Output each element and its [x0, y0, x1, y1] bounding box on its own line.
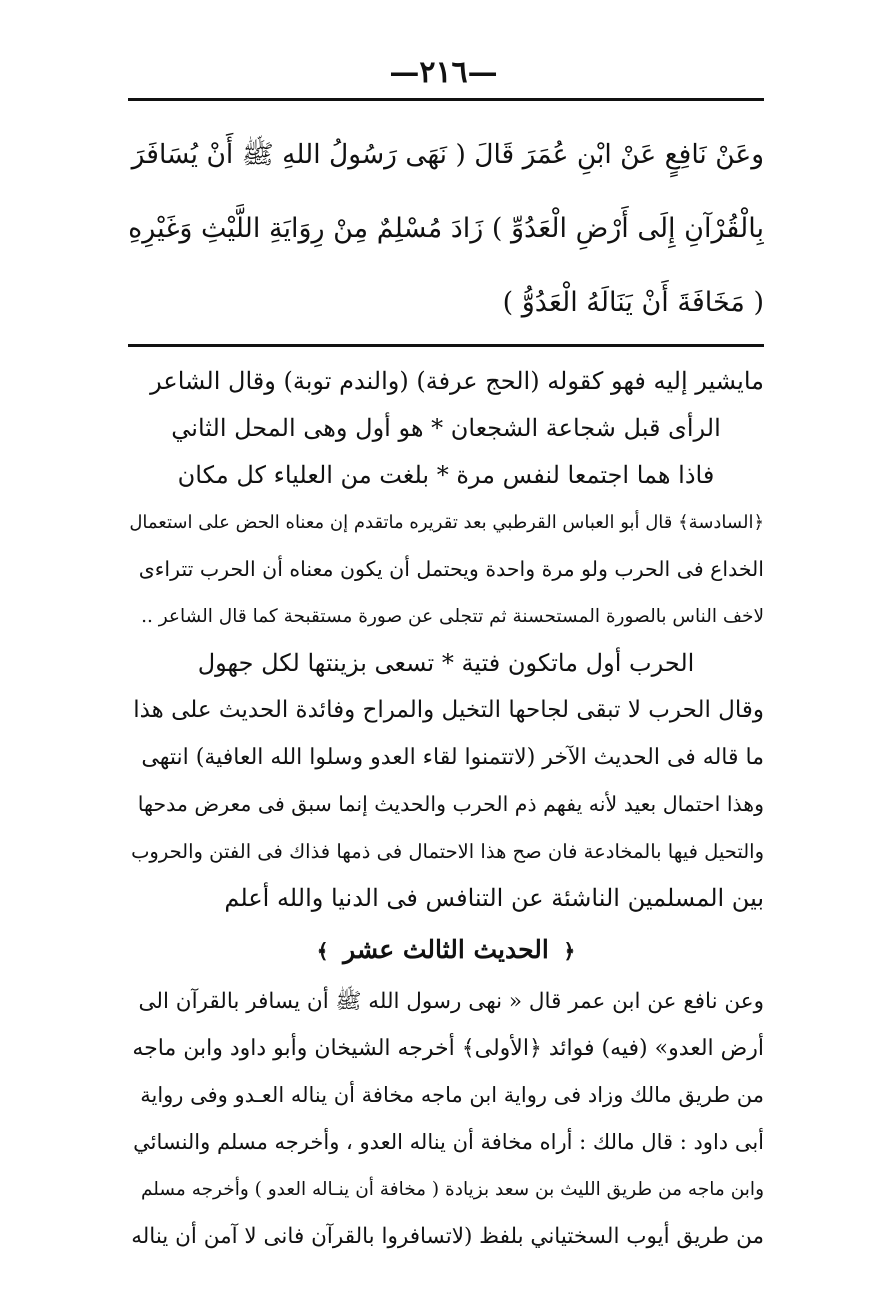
- ornament-icon: ﴾: [316, 939, 329, 963]
- top-hadith-line: بِالْقُرْآنِ إِلَى أَرْضِ الْعَدُوِّ ) زَادَ مُسْلِمٌ مِنْ رِوَايَةِ اللَّيْثِ وَغَيْرِهِ: [128, 213, 764, 244]
- paragraph-line: وابن ماجه من طريق الليث بن سعد بزيادة ( مخافة أن ينـاله العدو ) وأخرجه مسلم: [140, 1179, 764, 1200]
- paragraph-line: وهذا احتمال بعيد لأنه يفهم ذم الحرب والحديث إنما سبق فى معرض مدحها: [137, 792, 764, 816]
- middle-rule: [128, 344, 764, 347]
- paragraph-sixth: [128, 499, 764, 640]
- paragraph-line: ﴿السادسة﴾ قال أبو العباس القرطبي بعد تقريره ماتقدم إن معناه الحض على استعمال: [129, 512, 764, 533]
- paragraph-line: والتحيل فيها بالمخادعة فان صح هذا الاحتمال فى ذمها فذاك فى الفتن والحروب: [131, 840, 764, 863]
- verse-line: الحرب أول ماتكون فتية * تسعى بزينتها لكل جهول: [197, 649, 695, 677]
- paragraph-line: وعن نافع عن ابن عمر قال « نهى رسول الله ﷺ أن يسافر بالقرآن الى: [138, 989, 764, 1014]
- paragraph-line: من طريق مالك وزاد فى رواية ابن ماجه مخافة أن يناله العـدو وفى رواية: [140, 1083, 764, 1107]
- paragraph-interpretation: [128, 687, 764, 922]
- top-hadith-block: [128, 118, 764, 340]
- verse-line: الرأى قبل شجاعة الشجعان * هو أول وهى المحل الثاني: [171, 414, 721, 442]
- section-heading: [128, 922, 764, 978]
- paragraph-line: بين المسلمين الناشئة عن التنافس فى الدنيا والله أعلم: [224, 884, 764, 912]
- section-heading-text: الحديث الثالث عشر: [343, 935, 549, 964]
- top-rule: [128, 98, 764, 101]
- verse-line: فاذا هما اجتمعا لنفس مرة * بلغت من العلياء كل مكان: [177, 461, 715, 489]
- paragraph-line: ما قاله فى الحديث الآخر (لاتتمنوا لقاء العدو وسلوا الله العافية) انتهى: [141, 745, 764, 770]
- verse-block-2: [128, 640, 764, 687]
- paragraph-line: وقال الحرب لا تبقى لجاحها التخيل والمراح وفائدة الحديث على هذا: [133, 697, 764, 723]
- verse-block: [128, 405, 764, 499]
- paragraph-line: من طريق أيوب السختياني بلفظ (لاتسافروا بالقرآن فانى لا آمن أن يناله: [131, 1224, 764, 1249]
- commentary-block: [128, 358, 764, 1260]
- top-hadith-line: ( مَخَافَةَ أَنْ يَنَالَهُ الْعَدُوُّ ): [502, 287, 764, 318]
- ornament-icon: ﴿: [563, 939, 576, 963]
- page-number: —٢١٦—: [389, 55, 498, 90]
- paragraph-line: الخداع فى الحرب ولو مرة واحدة ويحتمل أن يكون معناه أن الحرب تتراءى: [138, 557, 764, 581]
- top-hadith-line: وعَنْ نَافِعٍ عَنْ ابْنِ عُمَرَ قَالَ ( نَهَى رَسُولُ اللهِ ﷺ أَنْ يُسَافَرَ: [131, 139, 764, 170]
- intro-line: مايشير إليه فهو كقوله (الحج عرفة) (والندم توبة) وقال الشاعر: [150, 367, 764, 395]
- paragraph-line: لاخف الناس بالصورة المستحسنة ثم تتجلى عن صورة مستقبحة كما قال الشاعر ..: [141, 606, 764, 627]
- paragraph-line: أرض العدو» (فيه) فوائد ﴿الأولى﴾ أخرجه الشيخان وأبو داود وابن ماجه: [132, 1036, 764, 1061]
- paragraph-hadith-13: [128, 978, 764, 1260]
- paragraph-line: أبى داود : قال مالك : أراه مخافة أن يناله العدو ، وأخرجه مسلم والنسائي: [133, 1130, 764, 1154]
